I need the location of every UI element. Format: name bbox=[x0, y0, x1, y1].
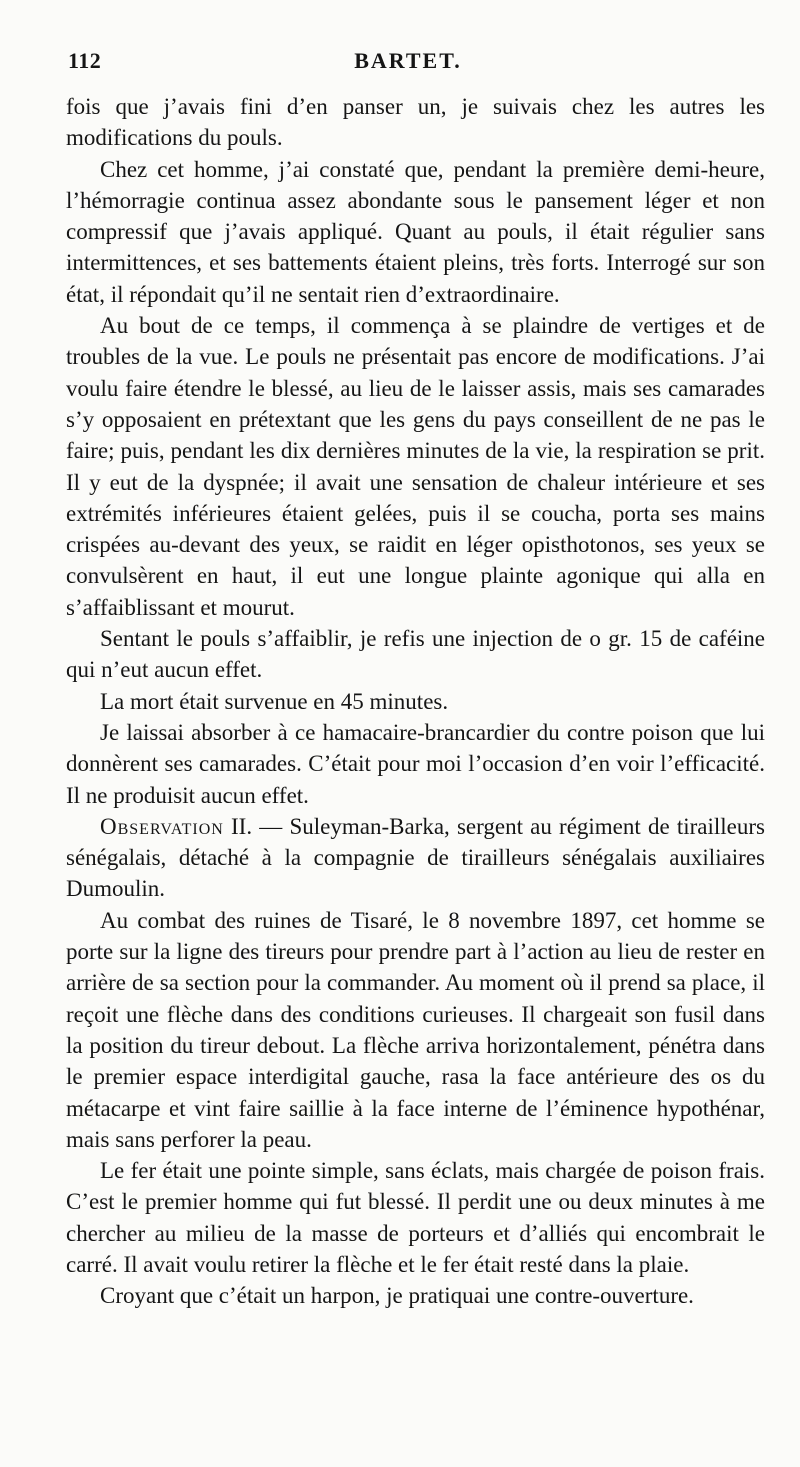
paragraph: Au combat des ruines de Tisaré, le 8 novembre 1897, cet homme se porte sur la ligne des tireurs pour prendre part à l’action au lieu de rester en arrière de sa section pour la commander. Au moment où il prend sa place, il reçoit une flèche dans des conditions curieuses. Il chargeait son fusil dans la position du tireur debout. La flèche arriva horizontalement, pénétra dans le premier espace interdigital gauche, rasa la face antérieure des os du métacarpe et vint faire saillie à la face interne de l’éminence hypothénar, mais sans perforer la peau. bbox=[66, 907, 765, 1152]
paragraph: Je laissai absorber à ce hamacaire-brancardier du contre poison que lui donnèrent ses camarades. C’était pour moi l’occasion d’en voir l’efficacité. Il ne produisit aucun effet. bbox=[66, 719, 765, 808]
paragraph: La mort était survenue en 45 minutes. bbox=[100, 688, 449, 714]
paragraph: Chez cet homme, j’ai constaté que, pendant la première demi-heure, l’hémorragie continua assez abondante sous le pansement léger et non compressif que j’avais appliqué. Quant au pouls, il était régulier sans intermittences, et ses battements étaient pleins, très forts. Interrogé sur son état, il répondait qu’il ne sentait rien d’extraordinaire. bbox=[66, 156, 765, 307]
paragraph: Au bout de ce temps, il commença à se plaindre de vertiges et de troubles de la vue. Le pouls ne présentait pas encore de modifications. J’ai voulu faire étendre le blessé, au lieu de le laisser assis, mais ses camarades s’y opposaient en prétextant que les gens du pays conseillent de ne pas le faire; puis, pendant les dix dernières minutes de la vie, la respiration se prit. Il y eut de la dyspnée; il avait une sensation de chaleur intérieure et ses extrémités inférieures étaient gelées, puis il se coucha, porta ses mains crispées au-devant des yeux, se raidit en léger opisthotonos, ses yeux se convulsèrent en haut, il eut une longue plainte agonique qui alla en s’affaiblissant et mourut. bbox=[66, 313, 765, 620]
page-header bbox=[68, 48, 748, 78]
paragraph: Croyant que c’était un harpon, je pratiquai une contre-ouverture. bbox=[100, 1283, 694, 1309]
observation-text: II. — Suleyman-Barka, sergent au régiment de tirailleurs sénégalais, détaché à la compagnie de tirailleurs sénégalais auxiliaires Dumoulin. bbox=[66, 813, 765, 902]
paragraph: Sentant le pouls s’affaiblir, je refis une injection de o gr. 15 de caféine qui n’eut aucun effet. bbox=[66, 626, 765, 683]
page-number: 112 bbox=[68, 48, 102, 73]
observation-label: Observation bbox=[100, 813, 224, 839]
body-text bbox=[66, 91, 765, 1312]
paragraph: Le fer était une pointe simple, sans éclats, mais chargée de poison frais. C’est le premier homme qui fut blessé. Il perdit une ou deux minutes à me chercher au milieu de la masse de porteurs et d’alliés qui encombrait le carré. Il avait voulu retirer la flèche et le fer était resté dans la plaie. bbox=[66, 1158, 765, 1277]
running-head: BARTET. bbox=[354, 48, 462, 73]
paragraph-continuation: fois que j’avais fini d’en panser un, je suivais chez les autres les modifications du pouls. bbox=[66, 94, 765, 151]
observation-paragraph bbox=[66, 811, 765, 905]
